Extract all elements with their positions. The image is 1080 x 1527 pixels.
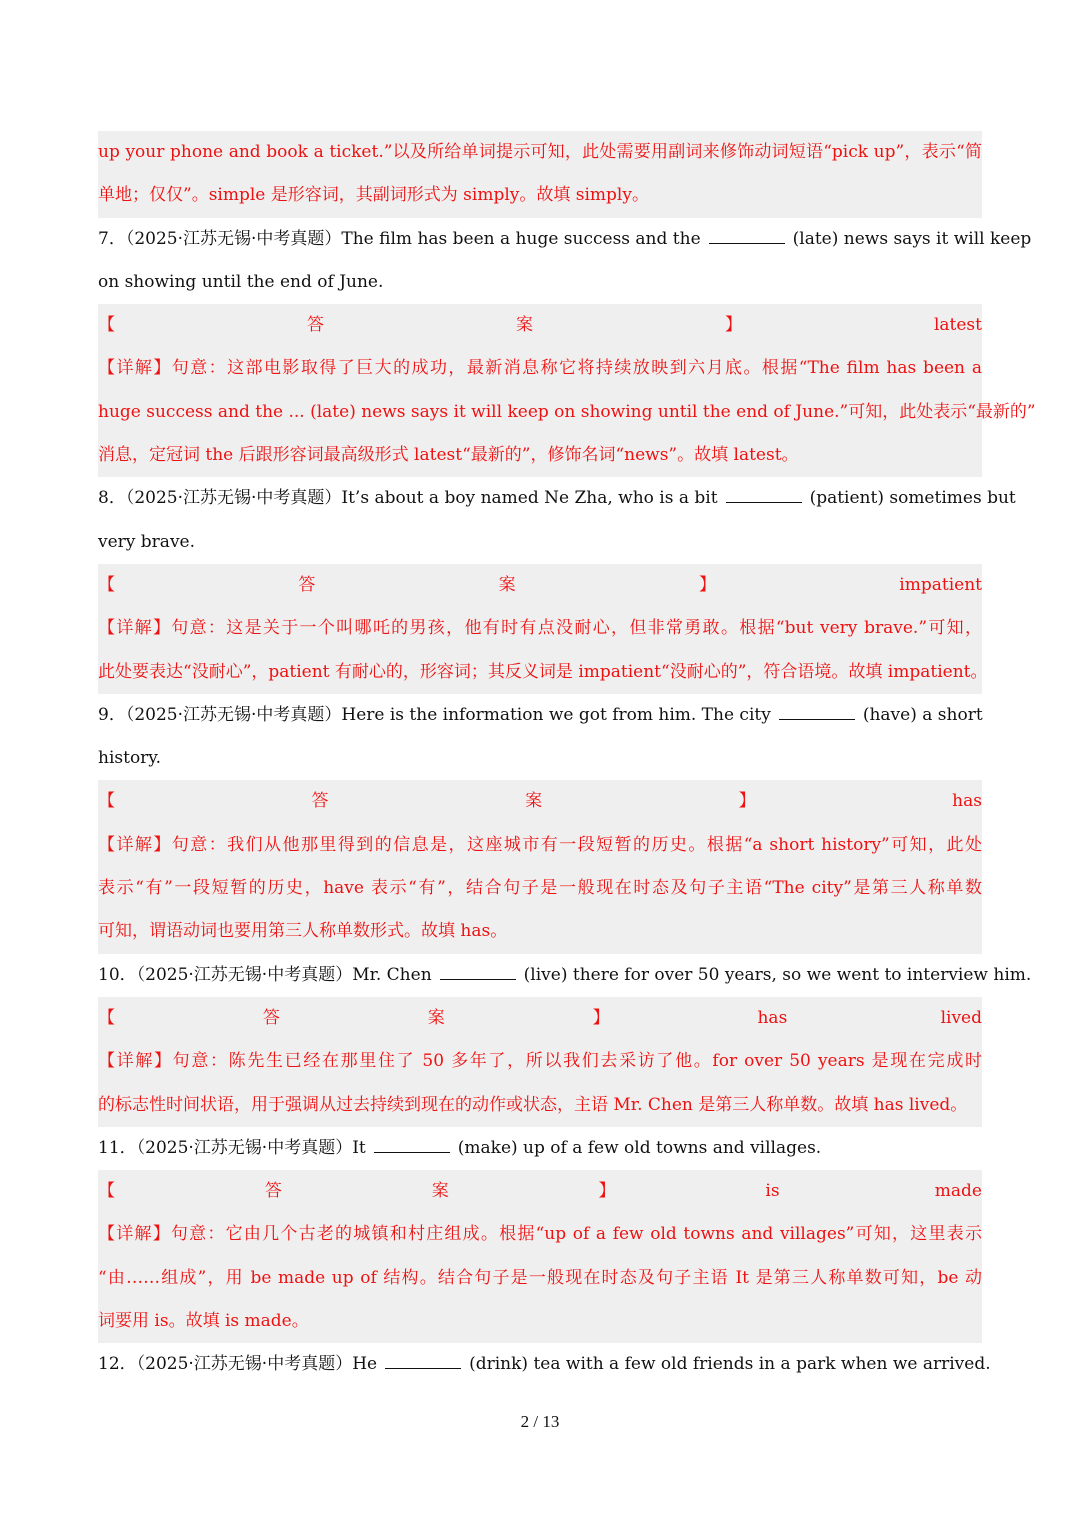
text-line: 【详解】句意：它由几个古老的城镇和村庄组成。根据“up of a few old towns and villages”可知，这里表示 xyxy=(98,1224,982,1245)
question-block xyxy=(98,1127,982,1170)
text-line xyxy=(98,954,1032,997)
answer-block xyxy=(98,304,1036,477)
answer-blank xyxy=(440,965,516,980)
text-line: 此处要表达“没耐心”，patient 有耐心的，形容词；其反义词是 impatient“没耐心的”，符合语境。故填 impatient。 xyxy=(98,661,988,682)
page-number: 2 / 13 xyxy=(520,1412,560,1431)
text-line: 可知，谓语动词也要用第三人称单数形式。故填 has。 xyxy=(98,921,508,942)
text-line: 消息，定冠词 the 后跟形容词最高级形式 latest“最新的”，修饰名词“news”。故填 latest。 xyxy=(98,445,799,466)
text-line: 【详解】句意：这是关于一个叫哪吒的男孩，他有时有点没耐心，但非常勇敢。根据“but very brave.”可知， xyxy=(98,618,982,639)
text-line: 【答案】has lived xyxy=(98,1007,982,1028)
answer-blank xyxy=(385,1354,461,1369)
answer-blank xyxy=(374,1138,450,1153)
answer-blank xyxy=(779,705,855,720)
question-text: 7．（2025·江苏无锡·中考真题）The film has been a huge success and the xyxy=(98,228,701,249)
question-block xyxy=(98,1343,991,1386)
text-line: 表示“有”一段短暂的历史，have 表示“有”，结合句子是一般现在时态及句子主语“The city”是第三人称单数 xyxy=(98,878,982,899)
text-line: “由……组成”，用 be made up of 结构。结合句子是一般现在时态及句子主语 It 是第三人称单数可知，be 动 xyxy=(98,1267,982,1288)
question-text: 8．（2025·江苏无锡·中考真题）It’s about a boy named Ne Zha, who is a bit xyxy=(98,488,718,509)
answer-block xyxy=(98,564,988,694)
question-block xyxy=(98,218,1032,305)
text-line: huge success and the ... (late) news says it will keep on showing until the end of June.”可知，此处表示“最新的” xyxy=(98,401,1036,422)
question-text: (patient) sometimes but xyxy=(809,488,1016,509)
text-line xyxy=(98,1127,982,1170)
text-line: 【答案】is made xyxy=(98,1181,982,1202)
question-text: (have) a short xyxy=(862,704,983,725)
question-text: (make) up of a few old towns and villages. xyxy=(457,1137,822,1158)
question-block xyxy=(98,694,982,781)
question-text: (late) news says it will keep xyxy=(792,228,1032,249)
text-line xyxy=(98,694,982,737)
answer-block xyxy=(98,131,982,218)
text-line: history. xyxy=(98,748,162,769)
text-line: 的标志性时间状语，用于强调从过去持续到现在的动作或状态，主语 Mr. Chen 是第三人称单数。故填 has lived。 xyxy=(98,1094,968,1115)
question-text: (drink) tea with a few old friends in a park when we arrived. xyxy=(469,1354,991,1375)
question-text: (live) there for over 50 years, so we went to interview him. xyxy=(523,964,1032,985)
text-line: 【详解】句意：陈先生已经在那里住了 50 多年了，所以我们去采访了他。for over 50 years 是现在完成时 xyxy=(98,1051,982,1072)
text-line: very brave. xyxy=(98,531,196,552)
question-text: 11．（2025·江苏无锡·中考真题）It xyxy=(98,1137,366,1158)
question-block xyxy=(98,477,1016,564)
text-line xyxy=(98,218,1032,261)
text-line: 【答案】latest xyxy=(98,315,982,336)
text-line: 词要用 is。故填 is made。 xyxy=(98,1311,309,1332)
text-line: 【详解】句意：这部电影取得了巨大的成功，最新消息称它将持续放映到六月底。根据“The film has been a xyxy=(98,358,982,379)
answer-blank xyxy=(726,488,802,503)
text-line: 单地；仅仅”。simple 是形容词，其副词形式为 simply。故填 simply。 xyxy=(98,185,649,206)
question-text: 12．（2025·江苏无锡·中考真题）He xyxy=(98,1354,378,1375)
answer-blank xyxy=(709,229,785,244)
text-line: on showing until the end of June. xyxy=(98,271,384,292)
question-text: 10．（2025·江苏无锡·中考真题）Mr. Chen xyxy=(98,964,432,985)
text-line xyxy=(98,1343,991,1386)
answer-block xyxy=(98,997,982,1127)
answer-block xyxy=(98,1170,982,1343)
text-line: up your phone and book a ticket.”以及所给单词提示可知，此处需要用副词来修饰动词短语“pick up”，表示“简 xyxy=(98,142,982,162)
question-block xyxy=(98,954,1032,997)
text-line xyxy=(98,477,1016,520)
text-line: 【答案】has xyxy=(98,791,982,812)
text-line: 【详解】句意：我们从他那里得到的信息是，这座城市有一段短暂的历史。根据“a short history”可知，此处 xyxy=(98,834,982,855)
answer-block xyxy=(98,780,982,953)
question-text: 9．（2025·江苏无锡·中考真题）Here is the information we got from him. The city xyxy=(98,704,771,725)
document-content xyxy=(98,131,1036,1387)
text-line: 【答案】impatient xyxy=(98,574,982,595)
